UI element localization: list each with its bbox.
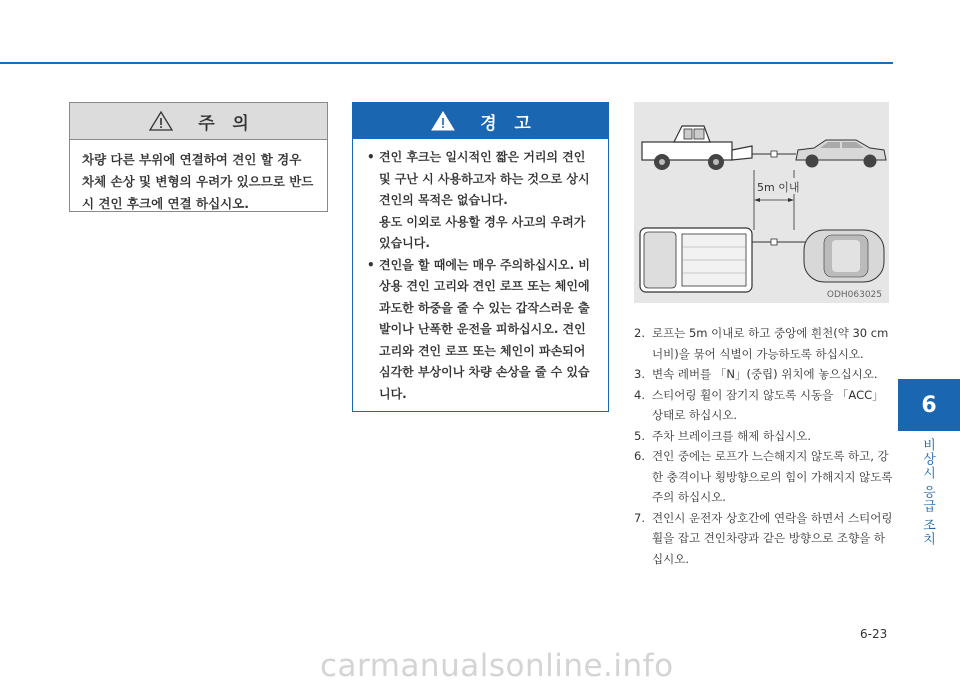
warning-bullet-subtext: 용도 이외로 사용할 경우 사고의 우려가 있습니다.	[379, 214, 586, 250]
bullet-dot: •	[367, 150, 375, 164]
watermark: carmanualsonline.info	[320, 648, 674, 684]
warning-bullet	[367, 147, 598, 255]
warning-triangle-icon	[430, 110, 456, 132]
header-rule	[0, 62, 893, 64]
page-number: 6-23	[860, 627, 888, 641]
warning-header	[353, 103, 608, 139]
pickup-truck-top-icon	[640, 228, 752, 292]
distance-label: 5m 이내	[757, 181, 800, 194]
caution-box	[69, 102, 328, 212]
step-text: 로프는 5m 이내로 하고 중앙에 흰천(약 30 cm 너비)을 묶어 식별이 가능하도록 하십시오.	[652, 326, 889, 361]
caution-title: 주 의	[198, 113, 249, 134]
warning-bullet	[367, 255, 598, 406]
step-item	[634, 364, 896, 385]
warning-triangle-icon	[148, 110, 174, 132]
figure-code: ODH063025	[826, 290, 882, 300]
tow-truck-icon	[642, 126, 752, 170]
step-text: 견인시 운전자 상호간에 연락을 하면서 스티어링 휠을 잡고 견인차량과 같은 방향으로 조향을 하십시오.	[652, 510, 893, 566]
warning-body	[353, 139, 608, 405]
chapter-label: 비상시 응급 조치	[920, 438, 935, 547]
bullet-dot: •	[367, 257, 375, 272]
sedan-top-icon	[804, 230, 884, 282]
step-number: 6.	[634, 449, 645, 463]
step-number: 2.	[634, 326, 645, 340]
step-item	[634, 323, 896, 364]
caution-text: 차량 다른 부위에 연결하여 견인 할 경우 차체 손상 및 변형의 우려가 있으므로 반드시 견인 후크에 연결 하십시오.	[82, 152, 314, 211]
step-text: 견인 중에는 로프가 느슨해지지 않도록 하고, 강한 충격이나 횡방향으로의 힘이 가해지지 않도록 주의 하십시오.	[652, 449, 893, 504]
warning-bullet-text: 견인을 할 때에는 매우 주의하십시오. 비상용 견인 고리와 견인 로프 또는 체인에 과도한 하중을 줄 수 있는 갑작스러운 출발이나 난폭한 운전을 피하십시오. 견인 고리와 견인 로프 또는 체인이 파손되어 심각한 부상이나 차량 손상을 줄 수 있습니다.	[379, 257, 590, 401]
step-text: 변속 레버를 「N」(중립) 위치에 놓으십시오.	[652, 367, 878, 381]
step-item	[634, 446, 896, 508]
towing-illustration	[634, 102, 889, 303]
chapter-tab[interactable]: 6	[898, 379, 960, 431]
step-text: 스티어링 휠이 잠기지 않도록 시동을 「ACC」 상태로 하십시오.	[652, 387, 884, 422]
warning-bullet-text: 견인 후크는 일시적인 짧은 거리의 견인 및 구난 시 사용하고자 하는 것으로 상시 견인의 목적은 없습니다.	[379, 150, 590, 207]
warning-title: 경 고	[480, 113, 531, 134]
step-number: 5.	[634, 428, 645, 443]
step-item	[634, 508, 896, 570]
sedan-side-icon	[796, 140, 886, 168]
caution-header	[70, 103, 327, 140]
step-list	[634, 323, 896, 569]
step-number: 7.	[634, 510, 645, 525]
step-number: 3.	[634, 367, 645, 381]
step-item	[634, 426, 896, 447]
step-number: 4.	[634, 387, 645, 402]
towing-diagram	[634, 102, 889, 303]
step-text: 주차 브레이크를 해제 하십시오.	[652, 428, 812, 443]
warning-box	[352, 102, 609, 412]
step-item	[634, 385, 896, 426]
